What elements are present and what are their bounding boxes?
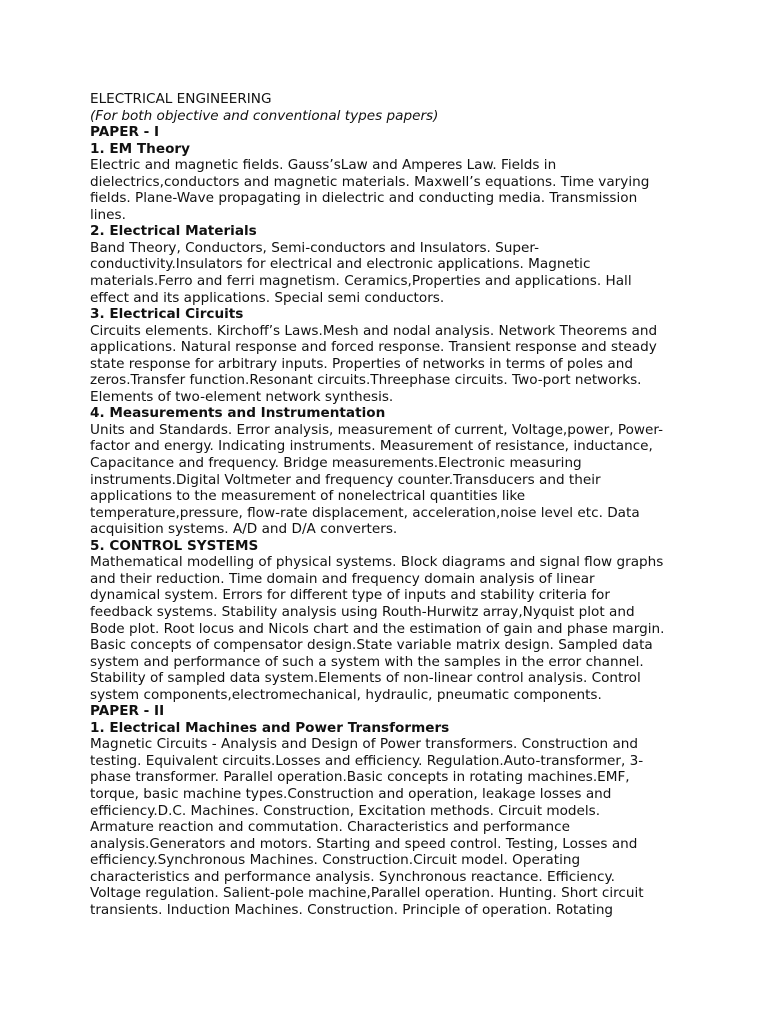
- body-text-line: efficiency.D.C. Machines. Construction, Excitation methods. Circuit models.: [90, 802, 601, 819]
- body-text-line: Stability of sampled data system.Elements of non-linear control analysis. Control: [90, 670, 641, 687]
- body-text-line: zeros.Transfer function.Resonant circuits.Threephase circuits. Two-port networks.: [90, 372, 642, 389]
- body-text-line: Magnetic Circuits - Analysis and Design of Power transformers. Construction and: [90, 736, 639, 753]
- body-text-line: Circuits elements. Kirchoff’s Laws.Mesh and nodal analysis. Network Theorems and: [90, 322, 658, 339]
- body-text-line: dielectrics,conductors and magnetic materials. Maxwell’s equations. Time varying: [90, 173, 650, 190]
- body-text-line: torque, basic machine types.Construction and operation, leakage losses and: [90, 785, 612, 802]
- body-text-line: Voltage regulation. Salient-pole machine,Parallel operation. Hunting. Short circuit: [90, 885, 644, 902]
- section-heading: 1. EM Theory: [90, 140, 190, 157]
- body-text-line: dynamical system. Errors for different type of inputs and stability criteria for: [90, 587, 610, 604]
- body-text-line: effect and its applications. Special semi conductors.: [90, 289, 445, 306]
- body-text-line: characteristics and performance analysis. Synchronous reactance. Efficiency.: [90, 868, 615, 885]
- body-text-line: Capacitance and frequency. Bridge measurements.Electronic measuring: [90, 455, 582, 472]
- body-text-line: efficiency.Synchronous Machines. Construction.Circuit model. Operating: [90, 852, 581, 869]
- body-text-line: feedback systems. Stability analysis using Routh-Hurwitz array,Nyquist plot and: [90, 603, 635, 620]
- body-text-line: Band Theory, Conductors, Semi-conductors and Insulators. Super-: [90, 239, 540, 256]
- body-text-line: factor and energy. Indicating instruments. Measurement of resistance, inductance,: [90, 438, 653, 455]
- section-heading: 1. Electrical Machines and Power Transformers: [90, 719, 450, 736]
- body-text-line: analysis.Generators and motors. Starting and speed control. Testing, Losses and: [90, 835, 638, 852]
- paper-heading: PAPER - I: [90, 124, 160, 141]
- body-text-line: Bode plot. Root locus and Nicols chart and the estimation of gain and phase margin.: [90, 620, 665, 637]
- body-text-line: Armature reaction and commutation. Characteristics and performance: [90, 819, 570, 836]
- section-heading: 2. Electrical Materials: [90, 223, 257, 240]
- body-text-line: acquisition systems. A/D and D/A converters.: [90, 521, 398, 538]
- body-text-line: phase transformer. Parallel operation.Basic concepts in rotating machines.EMF,: [90, 769, 630, 786]
- body-text-line: system and performance of such a system with the samples in the error channel.: [90, 653, 644, 670]
- syllabus-document: [90, 91, 682, 918]
- body-text-line: applications to the measurement of nonelectrical quantities like: [90, 488, 526, 505]
- body-text-line: conductivity.Insulators for electrical and electronic applications. Magnetic: [90, 256, 591, 273]
- document-title: ELECTRICAL ENGINEERING: [90, 91, 272, 107]
- body-text-line: transients. Induction Machines. Construction. Principle of operation. Rotating: [90, 901, 614, 918]
- body-text-line: temperature,pressure, flow-rate displacement, acceleration,noise level etc. Data: [90, 504, 640, 521]
- body-text-line: materials.Ferro and ferri magnetism. Ceramics,Properties and applications. Hall: [90, 273, 632, 290]
- body-text-line: instruments.Digital Voltmeter and frequency counter.Transducers and their: [90, 471, 601, 488]
- body-text-line: testing. Equivalent circuits.Losses and efficiency. Regulation.Auto-transformer, 3-: [90, 752, 644, 769]
- section-heading: 4. Measurements and Instrumentation: [90, 405, 386, 422]
- body-text-line: lines.: [90, 206, 126, 223]
- body-text-line: state response for arbitrary inputs. Properties of networks in terms of poles and: [90, 355, 633, 372]
- body-text-line: Basic concepts of compensator design.State variable matrix design. Sampled data: [90, 637, 653, 654]
- section-heading: 5. CONTROL SYSTEMS: [90, 537, 259, 554]
- body-text-line: Electric and magnetic fields. Gauss’sLaw and Amperes Law. Fields in: [90, 157, 557, 174]
- body-text-line: fields. Plane-Wave propagating in dielectric and conducting media. Transmission: [90, 190, 638, 207]
- body-text-line: and their reduction. Time domain and frequency domain analysis of linear: [90, 570, 595, 587]
- body-text-line: Mathematical modelling of physical systems. Block diagrams and signal flow graphs: [90, 554, 664, 571]
- body-text-line: applications. Natural response and forced response. Transient response and steady: [90, 339, 657, 356]
- section-heading: 3. Electrical Circuits: [90, 306, 244, 323]
- body-text-line: Elements of two-element network synthesis.: [90, 388, 394, 405]
- paper-heading: PAPER - II: [90, 703, 165, 720]
- body-text-line: Units and Standards. Error analysis, measurement of current, Voltage,power, Power-: [90, 421, 664, 438]
- document-subtitle: (For both objective and conventional types papers): [90, 107, 439, 124]
- body-text-line: system components,electromechanical, hydraulic, pneumatic components.: [90, 686, 602, 703]
